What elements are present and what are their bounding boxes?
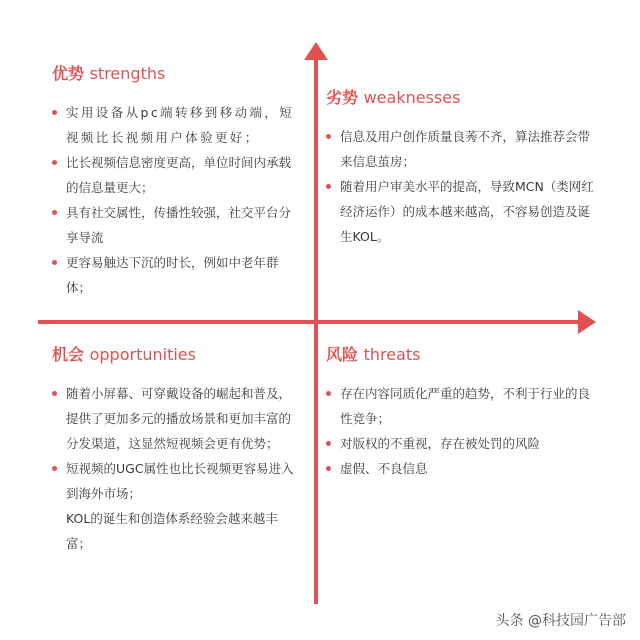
- list-item: [326, 431, 596, 456]
- threats-list: [326, 381, 596, 481]
- list-item-text: 短视频的UGC属性也比长视频更容易进入到海外市场；: [66, 461, 294, 501]
- bullet-dot-icon: [52, 210, 57, 215]
- list-item: [52, 200, 300, 250]
- bullet-dot-icon: [326, 466, 331, 471]
- bullet-dot-icon: [52, 110, 57, 115]
- opportunities-title-cn: 机会: [52, 345, 85, 364]
- weaknesses-quadrant: [326, 88, 596, 249]
- threats-title: [326, 345, 596, 365]
- strengths-quadrant: [52, 64, 300, 300]
- list-item: [52, 250, 300, 300]
- bullet-dot-icon: [326, 134, 331, 139]
- bullet-dot-icon: [52, 391, 57, 396]
- bullet-dot-icon: [52, 260, 57, 265]
- list-item-text: 实用设备从pc端转移到移动端，短视频比长视频用户体验更好；: [66, 105, 295, 145]
- weaknesses-title: [326, 88, 596, 108]
- list-item-text: 对版权的不重视，存在被处罚的风险: [340, 436, 541, 451]
- watermark: 头条 @科技园广告部: [495, 613, 626, 629]
- strengths-list: [52, 100, 300, 300]
- horizontal-axis: [38, 320, 582, 324]
- list-item-text: 更容易触达下沉的时长，例如中老年群体；: [66, 255, 279, 295]
- list-item-text: 具有社交属性，传播性较强，社交平台分享导流: [66, 205, 292, 245]
- bullet-dot-icon: [326, 184, 331, 189]
- list-item: [52, 506, 302, 556]
- arrow-up-icon: [304, 42, 328, 60]
- bullet-dot-icon: [52, 466, 57, 471]
- list-item-text: 信息及用户创作质量良莠不齐，算法推荐会带来信息茧房；: [340, 129, 591, 169]
- threats-title-cn: 风险: [326, 345, 359, 364]
- strengths-title-cn: 优势: [52, 64, 85, 83]
- bullet-dot-icon: [52, 160, 57, 165]
- bullet-dot-icon: [326, 441, 331, 446]
- opportunities-title-en: opportunities: [89, 345, 196, 364]
- list-item: [326, 381, 596, 431]
- weaknesses-title-en: weaknesses: [363, 88, 461, 107]
- threats-title-en: threats: [363, 345, 421, 364]
- strengths-title-en: strengths: [89, 64, 166, 83]
- weaknesses-list: [326, 124, 596, 249]
- opportunities-quadrant: [52, 345, 302, 556]
- list-item: [326, 456, 596, 481]
- weaknesses-title-cn: 劣势: [326, 88, 359, 107]
- list-item: [326, 174, 596, 249]
- list-item-text: 虚假、不良信息: [340, 461, 428, 476]
- list-item: [52, 456, 302, 506]
- list-item-text: 随着小屏幕、可穿戴设备的崛起和普及，提供了更加多元的播放场景和更加丰富的分发渠道，这显然短视频会更有优势；: [66, 386, 292, 451]
- list-item-text: KOL的诞生和创造体系经验会越来越丰富；: [66, 511, 278, 551]
- bullet-dot-icon: [326, 391, 331, 396]
- vertical-axis: [314, 56, 318, 604]
- opportunities-list: [52, 381, 302, 556]
- arrow-right-icon: [578, 310, 596, 334]
- list-item-text: 比长视频信息密度更高，单位时间内承载的信息量更大；: [66, 155, 292, 195]
- list-item-text: 存在内容同质化严重的趋势，不利于行业的良性竞争；: [340, 386, 591, 426]
- threats-quadrant: [326, 345, 596, 481]
- list-item-text: 随着用户审美水平的提高，导致MCN（类网红经济运作）的成本越来越高，不容易创造及诞生KOL。: [340, 179, 594, 244]
- list-item: [52, 381, 302, 456]
- list-item: [52, 150, 300, 200]
- strengths-title: [52, 64, 300, 84]
- list-item: [52, 100, 300, 150]
- opportunities-title: [52, 345, 302, 365]
- list-item: [326, 124, 596, 174]
